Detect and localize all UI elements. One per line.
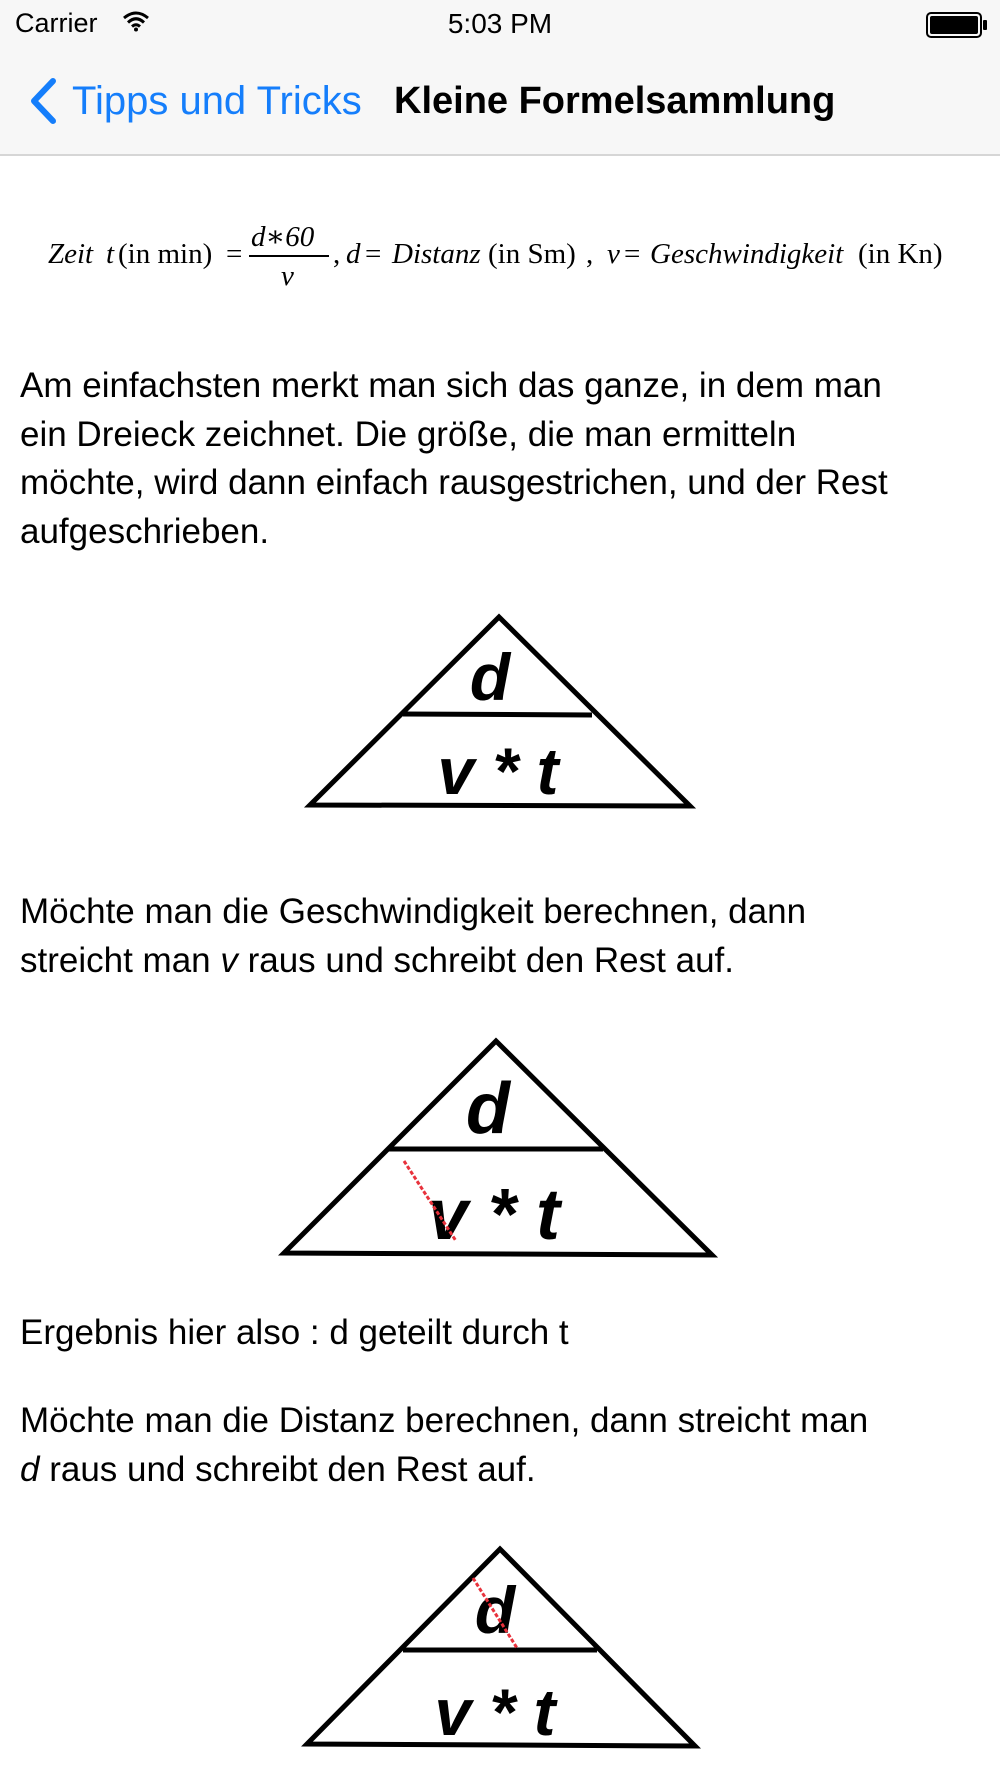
text-line (20, 1446, 980, 1495)
formula-line (0, 216, 1000, 296)
text-line: aufgeschrieben. (20, 511, 270, 551)
formula-distanz: Distanz (392, 238, 481, 270)
text-line: möchte, wird dann einfach rausgestrichen, und der Rest (20, 463, 888, 502)
text-line: ein Dreieck zeichnet. Die größe, die man ermitteln (20, 414, 797, 454)
formula-comma: , (333, 238, 341, 270)
formula-t: t (106, 238, 115, 270)
fraction-line (249, 255, 329, 257)
formula-geschwindigkeit: Geschwindigkeit (650, 238, 844, 270)
formula-in-sm: (in Sm) (488, 238, 576, 270)
triangle-bottom-label: v * t (437, 734, 559, 808)
status-bar (0, 0, 1000, 46)
formula-zeit: Zeit (48, 238, 94, 270)
formula-d: d (346, 238, 361, 270)
triangle-diagram-d-struck (295, 1540, 715, 1760)
status-time: 5:03 PM (447, 8, 553, 39)
chevron-left-icon (28, 77, 58, 125)
text-span: streicht man (20, 940, 221, 980)
triangle-diagram-v-struck (270, 1032, 730, 1262)
formula-v: v (607, 238, 620, 270)
carrier-label: Carrier (15, 8, 98, 38)
formula-in-kn: (in Kn) (858, 238, 943, 270)
triangle-top-label: d (466, 1069, 510, 1149)
distance-paragraph (20, 1397, 980, 1494)
formula-equals: = (365, 238, 382, 270)
triangle-top-label: d (474, 1573, 516, 1647)
intro-paragraph (20, 362, 980, 556)
text-span: raus und schreibt den Rest auf. (39, 1449, 536, 1489)
text-line: Möchte man die Distanz berechnen, dann streicht man (20, 1401, 869, 1440)
navigation-bar (0, 46, 1000, 156)
triangle-diagram (300, 610, 700, 810)
formula-numerator: d∗60 (251, 221, 315, 253)
variable-v: v (220, 940, 238, 980)
formula-equals: = (624, 238, 641, 270)
text-line: Am einfachsten merkt man sich das ganze, in dem man (20, 366, 882, 405)
text-span: raus und schreibt den Rest auf. (237, 940, 734, 980)
text-line (20, 937, 980, 986)
battery-icon (926, 12, 988, 38)
back-button-label: Tipps und Tricks (72, 78, 362, 123)
formula-comma: , (586, 238, 594, 270)
formula-equals: = (226, 238, 243, 270)
formula-denominator: v (281, 260, 294, 292)
variable-d: d (20, 1449, 40, 1489)
result-text: Ergebnis hier also : d geteilt durch t (20, 1313, 569, 1352)
speed-paragraph (20, 888, 980, 985)
text-line: Möchte man die Geschwindigkeit berechnen, dann (20, 892, 807, 931)
triangle-top-label: d (469, 640, 511, 714)
triangle-bottom-label: v * t (434, 1675, 556, 1749)
page-title: Kleine Formelsammlung (394, 80, 836, 122)
formula-in-min: (in min) (118, 238, 213, 270)
back-button[interactable] (28, 76, 362, 126)
triangle-bottom-label: v * t (427, 1175, 561, 1255)
